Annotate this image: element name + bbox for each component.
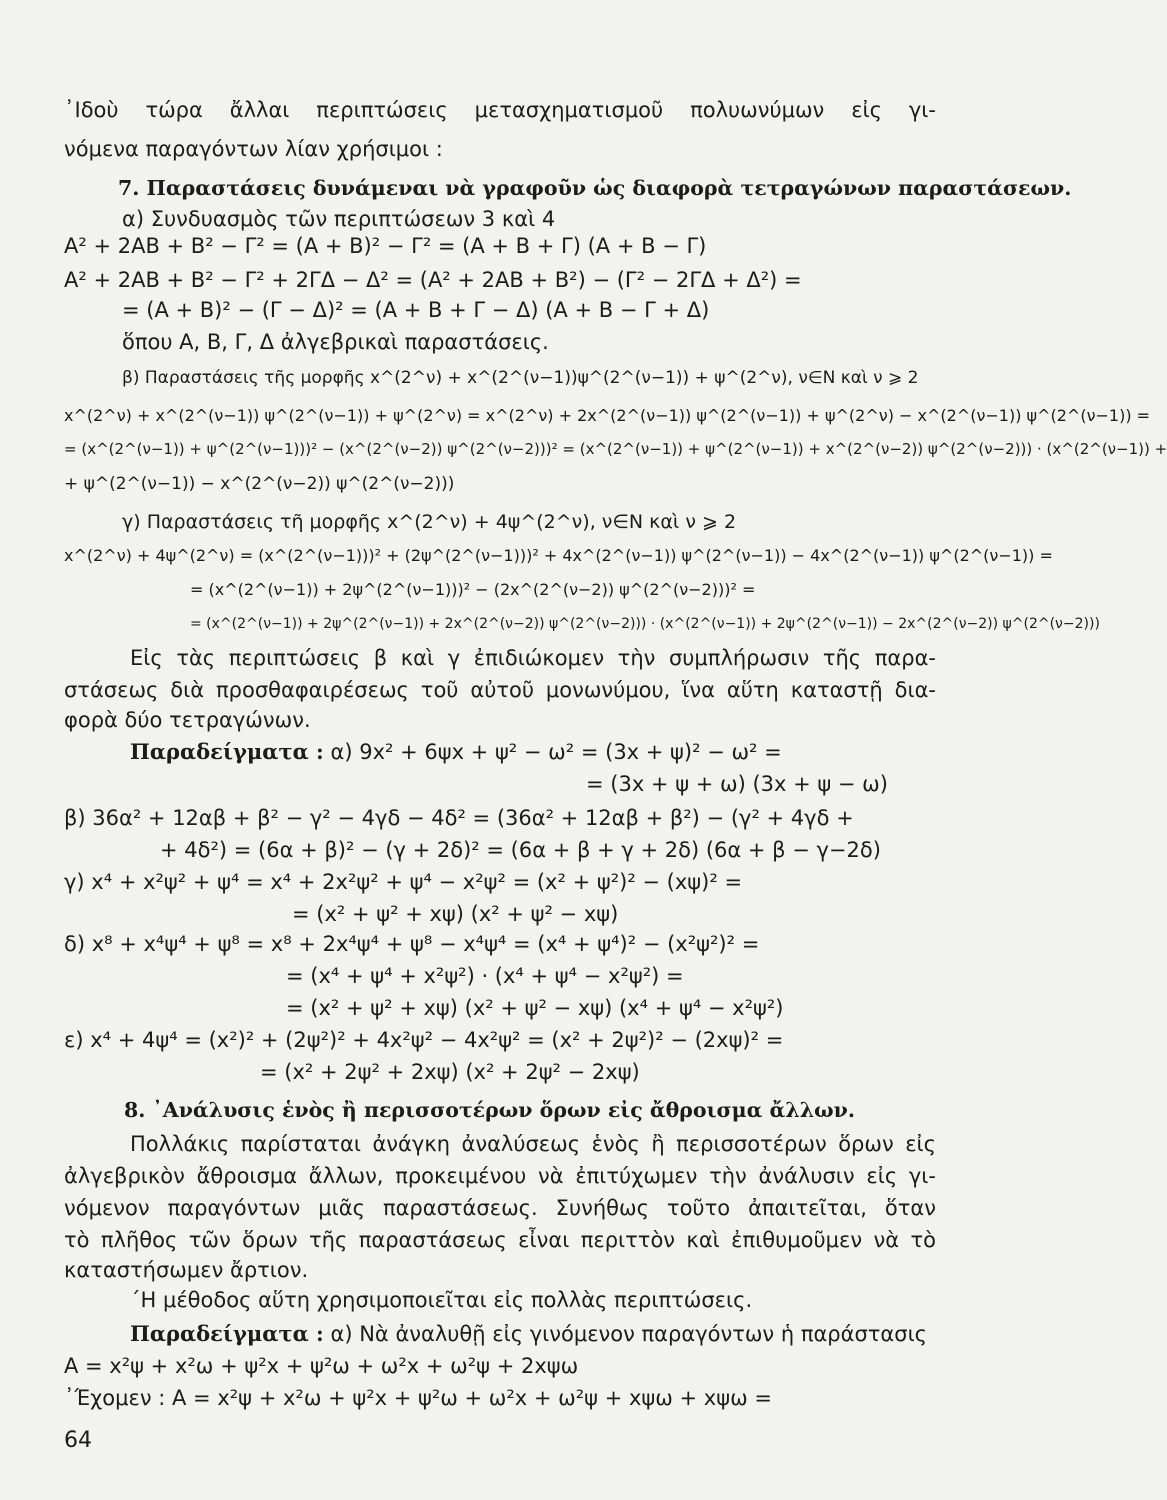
formula-line: A² + 2AB + B² − Γ² + 2ΓΔ − Δ² = (A² + 2AB + B²) − (Γ² − 2ΓΔ + Δ²) = (64, 268, 802, 292)
formula-line: = (x⁴ + ψ⁴ + x²ψ²) · (x⁴ + ψ⁴ − x²ψ²) = (286, 964, 684, 988)
formula-line: x^(2^ν) + x^(2^(ν−1)) ψ^(2^(ν−1)) + ψ^(2^ν) = x^(2^ν) + 2x^(2^(ν−1)) ψ^(2^(ν−1)) + ψ^(2^ν) − x^(2^(ν−1)) ψ^(2^(ν−1)) = (64, 406, 1151, 425)
formula-line: = (x^(2^(ν−1)) + ψ^(2^(ν−1)))² − (x^(2^(ν−2)) ψ^(2^(ν−2)))² = (x^(2^(ν−1)) + ψ^(2^(ν−1)) + x^(2^(ν−2)) ψ^(2^(ν−2))) · (x^(2^(ν−1)) + (64, 440, 1167, 458)
formula-line: = (x^(2^(ν−1)) + 2ψ^(2^(ν−1)) + 2x^(2^(ν−2)) ψ^(2^(ν−2))) · (x^(2^(ν−1)) + 2ψ^(2^(ν−1)) − 2x^(2^(ν−2)) ψ^(2^(ν−2))) (190, 616, 1100, 632)
formula-line: = (x² + ψ² + xψ) (x² + ψ² − xψ) (292, 902, 619, 926)
text-line: ἀλγεβρικὸν ἄθροισμα ἄλλων, προκειμένου νὰ ἐπιτύχωμεν τὴν ἀνάλυσιν εἰς γι- (64, 1164, 936, 1188)
formula-line: ᾿Έχομεν : A = x²ψ + x²ω + ψ²x + ψ²ω + ω²x + ω²ψ + xψω + xψω = (64, 1386, 772, 1410)
formula-line: β) 36α² + 12αβ + β² − γ² − 4γδ − 4δ² = (36α² + 12αβ + β²) − (γ² + 4γδ + (64, 806, 854, 830)
formula-line: = (x² + 2ψ² + 2xψ) (x² + 2ψ² − 2xψ) (260, 1060, 640, 1084)
text-line: Πολλάκις παρίσταται ἀνάγκη ἀναλύσεως ἑνὸς ἢ περισσοτέρων ὅρων εἰς (130, 1132, 936, 1156)
formula-line: = (A + B)² − (Γ − Δ)² = (A + B + Γ − Δ) (A + B − Γ + Δ) (122, 298, 710, 322)
formula-line: + ψ^(2^(ν−1)) − x^(2^(ν−2)) ψ^(2^(ν−2))) (64, 474, 455, 494)
formula-line: + 4δ²) = (6α + β)² − (γ + 2δ)² = (6α + β + γ + 2δ) (6α + β − γ−2δ) (160, 838, 881, 862)
text-line: νόμενον παραγόντων μιᾶς παραστάσεως. Συνήθως τοῦτο ἀπαιτεῖται, ὅταν (64, 1196, 936, 1220)
formula-text: α) Νὰ ἀναλυθῇ εἰς γινόμενον παραγόντων ἡ παράστασις (330, 1322, 928, 1346)
text-line: φορὰ δύο τετραγώνων. (64, 708, 311, 732)
formula-line: A² + 2AB + B² − Γ² = (A + B)² − Γ² = (A + B + Γ) (A + B − Γ) (64, 234, 707, 258)
text-line: ὅπου A, B, Γ, Δ ἀλγεβρικαὶ παραστάσεις. (122, 330, 549, 354)
formula-line: A = x²ψ + x²ω + ψ²x + ψ²ω + ω²x + ω²ψ + 2xψω (64, 1354, 579, 1378)
example-line (130, 738, 936, 766)
examples-label: Παραδείγματα : (130, 1321, 324, 1346)
formula-line: ε) x⁴ + 4ψ⁴ = (x²)² + (2ψ²)² + 4x²ψ² − 4x²ψ² = (x² + 2ψ²)² − (2xψ)² = (64, 1028, 784, 1052)
formula-line: = (3x + ψ + ω) (3x + ψ − ω) (586, 772, 888, 796)
text-line: τὸ πλῆθος τῶν ὅρων τῆς παραστάσεως εἶναι περιττὸν καὶ ἐπιθυμοῦμεν νὰ τὸ (64, 1228, 936, 1252)
text-line: Εἰς τὰς περιπτώσεις β καὶ γ ἐπιδιώκομεν τὴν συμπλήρωσιν τῆς παρα- (130, 646, 936, 670)
formula-line: γ) x⁴ + x²ψ² + ψ⁴ = x⁴ + 2x²ψ² + ψ⁴ − x²ψ² = (x² + ψ²)² − (xψ)² = (64, 870, 743, 894)
formula-line: γ) Παραστάσεις τῆ μορφῆς x^(2^ν) + 4ψ^(2^ν), ν∈N καὶ ν ⩾ 2 (122, 511, 737, 533)
example-line (130, 1320, 936, 1348)
formula-line: x^(2^ν) + 4ψ^(2^ν) = (x^(2^(ν−1)))² + (2ψ^(2^(ν−1)))² + 4x^(2^(ν−1)) ψ^(2^(ν−1)) − 4x^(2^(ν−1)) ψ^(2^(ν−1)) = (64, 546, 1053, 565)
examples-label: Παραδείγματα : (130, 739, 324, 764)
page-number: 64 (64, 1428, 92, 1453)
formula-line: = (x² + ψ² + xψ) (x² + ψ² − xψ) (x⁴ + ψ⁴ − x²ψ²) (286, 996, 784, 1020)
text-line: α) Συνδυασμὸς τῶν περιπτώσεων 3 καὶ 4 (122, 207, 556, 231)
formula-line: δ) x⁸ + x⁴ψ⁴ + ψ⁸ = x⁸ + 2x⁴ψ⁴ + ψ⁸ − x⁴ψ⁴ = (x⁴ + ψ⁴)² − (x²ψ²)² = (64, 932, 760, 956)
section-heading: 7. Παραστάσεις δυνάμεναι νὰ γραφοῦν ὡς διαφορὰ τετραγώνων παραστάσεων. (118, 176, 1072, 200)
section-heading: 8. ᾿Ανάλυσις ἑνὸς ἢ περισσοτέρων ὅρων εἰς ἄθροισμα ἄλλων. (124, 1098, 855, 1122)
formula-line: β) Παραστάσεις τῆς μορφῆς x^(2^ν) + x^(2^(ν−1))ψ^(2^(ν−1)) + ψ^(2^ν), ν∈N καὶ ν ⩾ 2 (122, 368, 919, 388)
text-line: καταστήσωμεν ἄρτιον. (64, 1258, 309, 1282)
text-line: ᾿Ιδοὺ τώρα ἄλλαι περιπτώσεις μετασχηματισμοῦ πολυωνύμων εἰς γι- (64, 98, 936, 122)
formula-line: = (x^(2^(ν−1)) + 2ψ^(2^(ν−1)))² − (2x^(2^(ν−2)) ψ^(2^(ν−2)))² = (190, 580, 756, 599)
text-line: ´Η μέθοδος αὕτη χρησιμοποιεῖται εἰς πολλὰς περιπτώσεις. (130, 1288, 753, 1312)
text-line: στάσεως διὰ προσθαφαιρέσεως τοῦ αὐτοῦ μονωνύμου, ἵνα αὕτη καταστῇ δια- (64, 678, 936, 702)
formula-text: α) 9x² + 6ψx + ψ² − ω² = (3x + ψ)² − ω² = (330, 740, 782, 764)
text-line: νόμενα παραγόντων λίαν χρήσιμοι : (64, 137, 443, 161)
